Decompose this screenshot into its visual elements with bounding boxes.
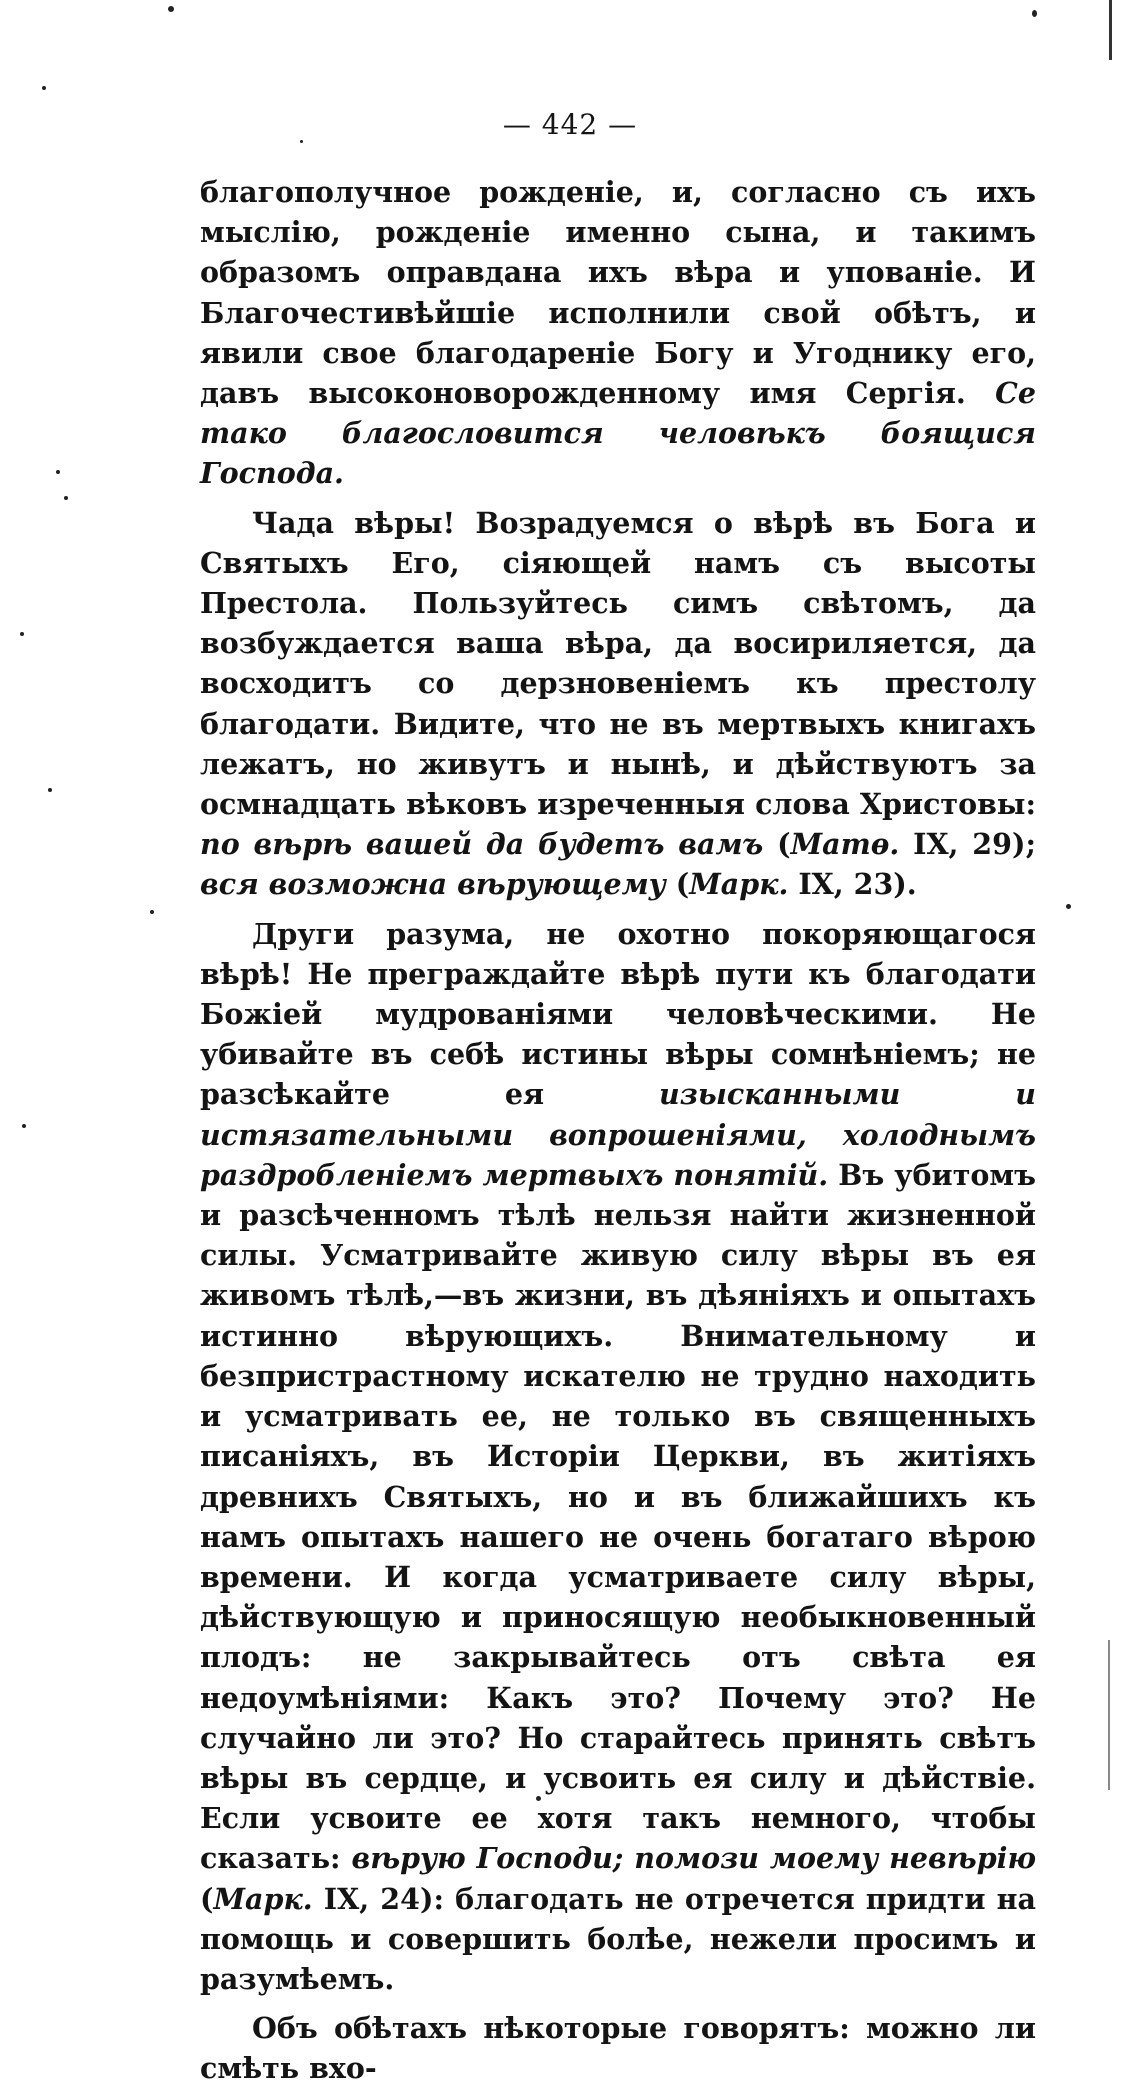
italic-quote: Се тако благословится человѣкъ боящися Господа. — [200, 376, 1036, 491]
text-segment: Объ обѣтахъ нѣкоторые говорятъ: можно ли смѣть вхо- — [200, 2011, 1036, 2086]
binding-edge-line — [1109, 0, 1112, 60]
text-segment: благополучное рожденіе, и, согласно съ ихъ мыслію, рожденіе именно сына, и такимъ образомъ оправдана ихъ вѣра и упованіе. И Благочестивѣйшіе исполнили свой обѣтъ, и явили свое благодареніе Богу и Угоднику его, давъ высоконоворожденному имя Сергія. — [200, 175, 1036, 411]
italic-phrase: изысканными и истязательными вопрошеніями, холоднымъ раздробленіемъ мертвыхъ понятій. — [200, 1077, 1036, 1192]
scripture-reference: Марк. — [689, 867, 789, 902]
scan-speck — [1066, 904, 1071, 909]
body-text — [200, 172, 1036, 2098]
paragraph-4 — [200, 2008, 1036, 2088]
paragraph-1 — [200, 172, 1036, 494]
text-segment: ( — [200, 1881, 214, 1916]
scan-speck — [22, 1124, 26, 1128]
paragraph-2 — [200, 503, 1036, 905]
scan-speck — [48, 788, 52, 792]
scripture-reference: Матѳ. — [790, 827, 900, 862]
scan-speck — [150, 910, 154, 914]
paragraph-3 — [200, 914, 1036, 1999]
scan-speck — [42, 86, 46, 90]
scripture-reference: Марк. — [213, 1881, 313, 1916]
italic-quote: по вѣрѣ вашей да будетъ вамъ — [200, 827, 764, 862]
scan-speck — [64, 496, 68, 500]
text-segment: IX, 29); — [899, 827, 1036, 862]
text-segment: ( — [763, 827, 791, 862]
scan-speck — [20, 632, 24, 636]
binding-edge-line — [1108, 1640, 1110, 1790]
text-segment: IX, 24): благодать не отречется придти на помощь и совершить болѣе, нежели просимъ и разумѣемъ. — [200, 1881, 1036, 1996]
scan-speck — [1032, 10, 1037, 17]
scan-speck — [300, 140, 303, 143]
text-segment: ( — [665, 867, 690, 902]
italic-quote: вся возможна вѣрующему — [200, 867, 666, 902]
scan-speck — [536, 1796, 541, 1801]
text-segment: Въ убитомъ и разсѣченномъ тѣлѣ нельзя найти жизненной силы. Усматривайте живую силу вѣры въ ея живомъ тѣлѣ,—въ жизни, въ дѣяніяхъ и опытахъ истинно вѣрующихъ. Внимательному и безпристрастному искателю не трудно находить и усматривать ее, не только въ священныхъ писаніяхъ, въ Исторіи Церкви, въ житіяхъ древнихъ Святыхъ, но и въ ближайшихъ къ намъ опытахъ нашего не очень богатаго вѣрою времени. И когда усматриваете силу вѣры, дѣйствующую и приносящую необыкновенный плодъ: не закрывайтесь отъ свѣта ея недоумѣніями: Какъ это? Почему это? Не случайно ли это? Но старайтесь принять свѣтъ вѣры въ сердце, и усвоить ея силу и дѣйствіе. Если усвоите ее хотя такъ немного, чтобы сказать: — [200, 1157, 1036, 1876]
text-segment: Чада вѣры! Возрадуемся о вѣрѣ въ Бога и Святыхъ Его, сіяющей намъ съ высоты Престола. Пользуйтесь симъ свѣтомъ, да возбуждается ваша вѣра, да восириляется, да восходитъ со дерзновеніемъ къ престолу благодати. Видите, что не въ мертвыхъ книгахъ лежатъ, но живутъ и нынѣ, и дѣйствуютъ за осмнадцать вѣковъ изреченныя слова Христовы: — [200, 505, 1036, 822]
scan-speck — [56, 470, 60, 474]
italic-quote: вѣрую Господи; помози моему невѣрію — [351, 1841, 1036, 1876]
page-number: — 442 — — [502, 108, 638, 141]
scan-speck — [168, 6, 174, 12]
text-segment: IX, 23). — [788, 867, 917, 902]
text-segment: Други разума, не охотно покоряющагося вѣрѣ! Не преграждайте вѣрѣ пути къ благодати Божіей мудрованіями человѣческими. Не убивайте въ себѣ истины вѣры сомнѣніемъ; не разсѣкайте ея — [200, 916, 1036, 1112]
